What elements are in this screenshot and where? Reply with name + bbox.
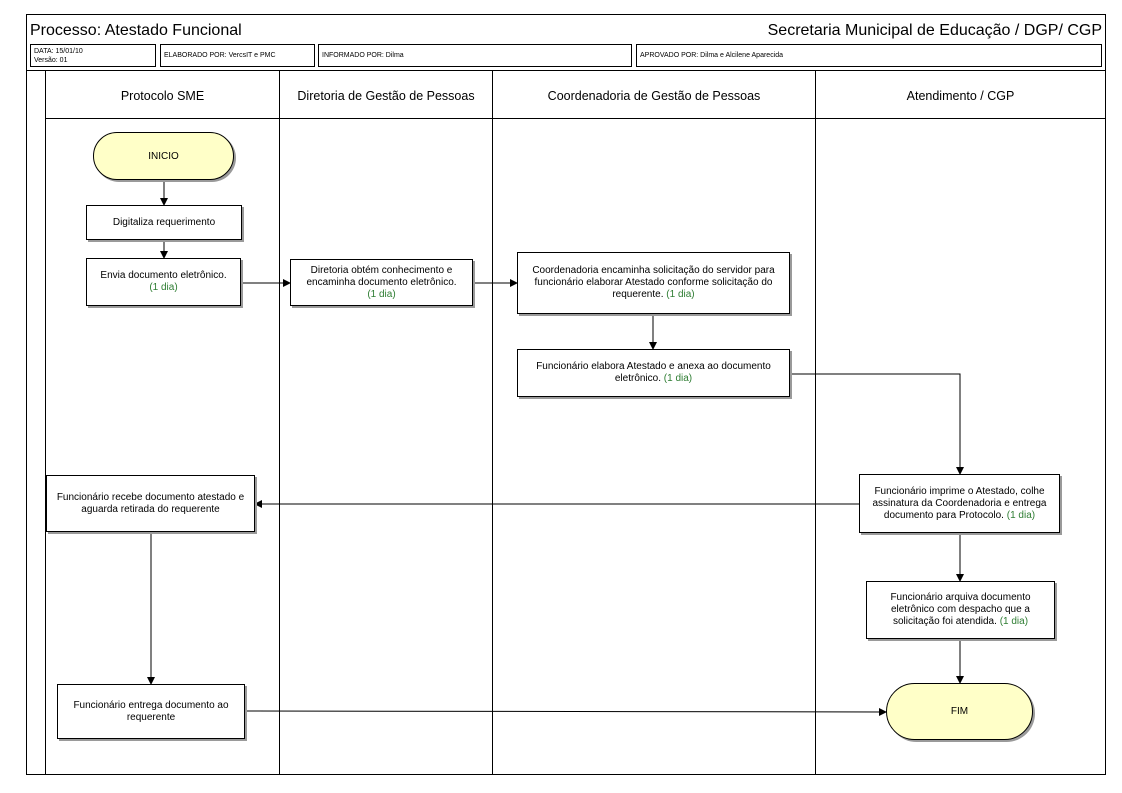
step-arquiva-body: Funcionário arquiva documento eletrônico com despacho que a solicitação foi atendida. bbox=[890, 592, 1031, 627]
step-arquiva-text bbox=[873, 592, 1048, 628]
arrow-entrega-fim bbox=[245, 711, 886, 712]
step-envia bbox=[86, 258, 241, 306]
step-recebe bbox=[46, 475, 255, 532]
end-terminal bbox=[886, 683, 1033, 740]
step-elabora-body: Funcionário elabora Atestado e anexa ao documento eletrônico. bbox=[536, 361, 771, 384]
lane-header-diretoria: Diretoria de Gestão de Pessoas bbox=[297, 89, 475, 103]
step-envia-text: Envia documento eletrônico. bbox=[100, 270, 227, 281]
meta-approved-by-text: APROVADO POR: Dilma e Alcilene Aparecida bbox=[640, 52, 784, 59]
meta-informed-by-text: INFORMADO POR: Dilma bbox=[322, 52, 404, 59]
lane-header-protocolo: Protocolo SME bbox=[120, 89, 205, 103]
step-imprime-body: Funcionário imprime o Atestado, colhe assinatura da Coordenadoria e entrega documento para Protocolo. bbox=[872, 485, 1047, 521]
meta-version: Versão: 01 bbox=[34, 57, 68, 64]
step-entrega bbox=[57, 684, 245, 739]
end-label: FIM bbox=[950, 706, 969, 717]
step-coordenadoria-body: Coordenadoria encaminha solicitação do servidor para funcionário elaborar Atestado conforme solicitação do requerente. bbox=[532, 265, 775, 300]
lane-header-atendimento: Atendimento / CGP bbox=[906, 89, 1015, 103]
step-elabora-text bbox=[524, 361, 783, 385]
step-digitaliza-text: Digitaliza requerimento bbox=[112, 216, 216, 228]
step-diretoria bbox=[290, 259, 473, 306]
step-coordenadoria-text bbox=[524, 265, 783, 301]
meta-prepared-by-text: ELABORADO POR: VercsIT e PMC bbox=[164, 52, 276, 59]
process-title: Processo: Atestado Funcional bbox=[30, 22, 242, 39]
step-coordenadoria-duration: (1 dia) bbox=[666, 289, 695, 300]
step-envia-duration: (1 dia) bbox=[149, 282, 178, 293]
step-entrega-text: Funcionário entrega documento ao requerente bbox=[73, 699, 229, 723]
step-imprime-text bbox=[866, 486, 1053, 522]
step-elabora-duration: (1 dia) bbox=[663, 373, 693, 384]
start-label: INICIO bbox=[148, 150, 179, 162]
step-digitaliza bbox=[86, 205, 242, 240]
step-elabora bbox=[517, 349, 790, 397]
organization-title: Secretaria Municipal de Educação / DGP/ CGP bbox=[767, 22, 1102, 39]
step-coordenadoria bbox=[517, 252, 790, 314]
step-imprime-duration: (1 dia) bbox=[1006, 509, 1036, 521]
meta-date: DATA: 15/01/10 bbox=[34, 48, 83, 55]
step-arquiva-duration: (1 dia) bbox=[999, 616, 1029, 627]
step-arquiva bbox=[866, 581, 1055, 639]
step-imprime bbox=[859, 474, 1060, 533]
lane-header-coordenadoria: Coordenadoria de Gestão de Pessoas bbox=[547, 89, 761, 103]
arrow-elabora-imprime bbox=[789, 374, 960, 474]
step-diretoria-duration: (1 dia) bbox=[367, 288, 396, 300]
step-diretoria-text: Diretoria obtém conhecimento e encaminha documento eletrônico. bbox=[306, 264, 457, 288]
start-terminal bbox=[93, 132, 234, 180]
step-recebe-text: Funcionário recebe documento atestado e aguarda retirada do requerente bbox=[56, 491, 245, 515]
